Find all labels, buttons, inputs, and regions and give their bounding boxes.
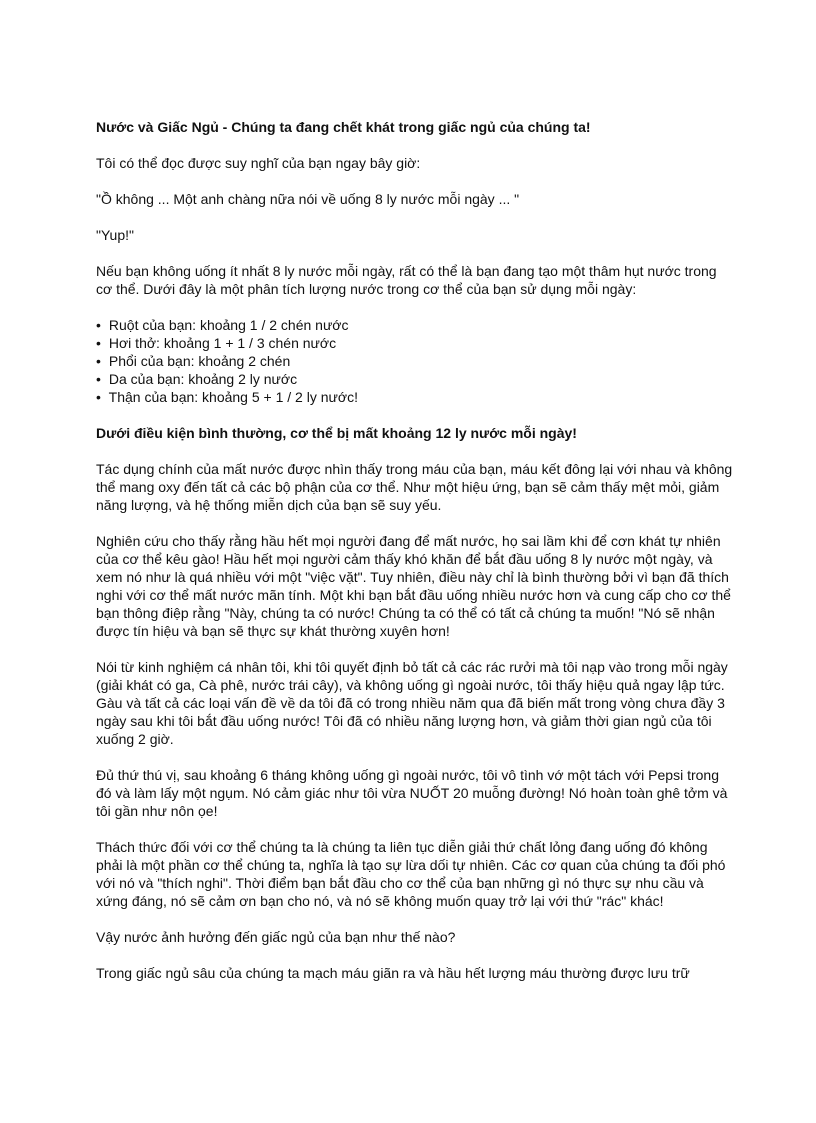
- bullet-mark: •: [96, 353, 101, 369]
- body-paragraph-1: Nếu bạn không uống ít nhất 8 ly nước mỗi ngày, rất có thể là bạn đang tạo một thâm hụt nước trong cơ thể. Dưới đây là một phân tích lượng nước trong cơ thể của bạn sử dụng mỗi ngày:: [96, 263, 717, 297]
- body-paragraph-5: Đủ thứ thú vị, sau khoảng 6 tháng không uống gì ngoài nước, tôi vô tình vớ một tách với Pepsi trong đó và làm lấy một ngụm. Nó cảm giác như tôi vừa NUỐT 20 muỗng đường! Nó hoàn toàn ghê tởm và tôi gần như nôn ọe!: [96, 767, 728, 819]
- body-paragraph-6: Thách thức đối với cơ thể chúng ta là chúng ta liên tục diễn giải thứ chất lỏng đang uống đó không phải là một phần cơ thể chúng ta, nghĩa là tạo sự lừa dối tự nhiên. Các cơ quan của chúng ta đối phó với nó và "thích nghi". Thời điểm bạn bắt đầu cho cơ thể của bạn những gì nó thực sự nhu cầu và xứng đáng, nó sẽ cảm ơn bạn cho nó, và nó sẽ không muốn quay trở lại với thứ "rác" khác!: [96, 839, 726, 909]
- body-paragraph-3: Nghiên cứu cho thấy rằng hầu hết mọi người đang để mất nước, họ sai lầm khi để cơn khát tự nhiên của cơ thể kêu gào! Hầu hết mọi người cảm thấy khó khăn để bắt đầu uống 8 ly nước một ngày, và xem nó như là quá nhiều với một "việc vặt". Tuy nhiên, điều này chỉ là bình thường bởi vì bạn đã thích nghi với cơ thể mất nước mãn tính. Một khi bạn bắt đầu uống nhiều nước hơn và cung cấp cho cơ thể bạn thông điệp rằng "Này, chúng ta có nước! Chúng ta có thể có tất cả chúng ta muốn! "Nó sẽ nhận được tín hiệu và bạn sẽ thực sự khát thường xuyên hơn!: [96, 533, 731, 639]
- list-item-text: Phổi của bạn: khoảng 2 chén: [108, 353, 291, 369]
- body-paragraph-2: Tác dụng chính của mất nước được nhìn thấy trong máu của bạn, máu kết đông lại với nhau và không thể mang oxy đến tất cả các bộ phận của cơ thể. Như một hiệu ứng, bạn sẽ cảm thấy mệt mỏi, giảm năng lượng, và hệ thống miễn dịch của bạn sẽ suy yếu.: [96, 461, 733, 513]
- bullet-mark: •: [96, 317, 101, 333]
- list-item-text: Hơi thở: khoảng 1 + 1 / 3 chén nước: [108, 335, 337, 351]
- intro-paragraph: Tôi có thể đọc được suy nghĩ của bạn ngay bây giờ:: [96, 155, 421, 171]
- list-item: [96, 388, 736, 406]
- body-paragraph-4: Nói từ kinh nghiệm cá nhân tôi, khi tôi quyết định bỏ tất cả các rác rưởi mà tôi nạp vào trong mỗi ngày (giải khát có ga, Cà phê, nước trái cây), và không uống gì ngoài nước, tôi thấy hiệu quả ngay lập tức. Gàu và tất cả các loại vấn đề về da tôi đã có trong nhiều năm qua đã biến mất trong vòng chưa đầy 3 ngày sau khi tôi bắt đầu uống nước! Tôi đã có nhiều năng lượng hơn, và giảm thời gian ngủ của tôi xuống 2 giờ.: [96, 659, 728, 747]
- bullet-mark: •: [96, 371, 101, 387]
- list-item: [96, 370, 736, 388]
- bullet-mark: •: [96, 389, 101, 405]
- section-question: Vậy nước ảnh hưởng đến giấc ngủ của bạn như thế nào?: [96, 929, 456, 945]
- body-paragraph-7: Trong giấc ngủ sâu của chúng ta mạch máu giãn ra và hầu hết lượng máu thường được lưu trữ: [96, 965, 690, 981]
- quote-reply: "Yup!": [96, 227, 134, 243]
- bullet-mark: •: [96, 335, 101, 351]
- list-item-text: Thận của bạn: khoảng 5 + 1 / 2 ly nước!: [108, 389, 358, 405]
- list-item-text: Ruột của bạn: khoảng 1 / 2 chén nước: [108, 317, 349, 333]
- list-item: [96, 352, 736, 370]
- list-item-text: Da của bạn: khoảng 2 ly nước: [108, 371, 298, 387]
- quote-paragraph: "Ồ không ... Một anh chàng nữa nói về uống 8 ly nước mỗi ngày ... ": [96, 191, 520, 207]
- document-page: [96, 118, 736, 1000]
- bold-statement: Dưới điều kiện bình thường, cơ thể bị mất khoảng 12 ly nước mỗi ngày!: [96, 425, 577, 441]
- bullet-list: [96, 316, 736, 406]
- list-item: [96, 316, 736, 334]
- document-title: Nước và Giấc Ngủ - Chúng ta đang chết khát trong giấc ngủ của chúng ta!: [96, 119, 591, 135]
- list-item: [96, 334, 736, 352]
